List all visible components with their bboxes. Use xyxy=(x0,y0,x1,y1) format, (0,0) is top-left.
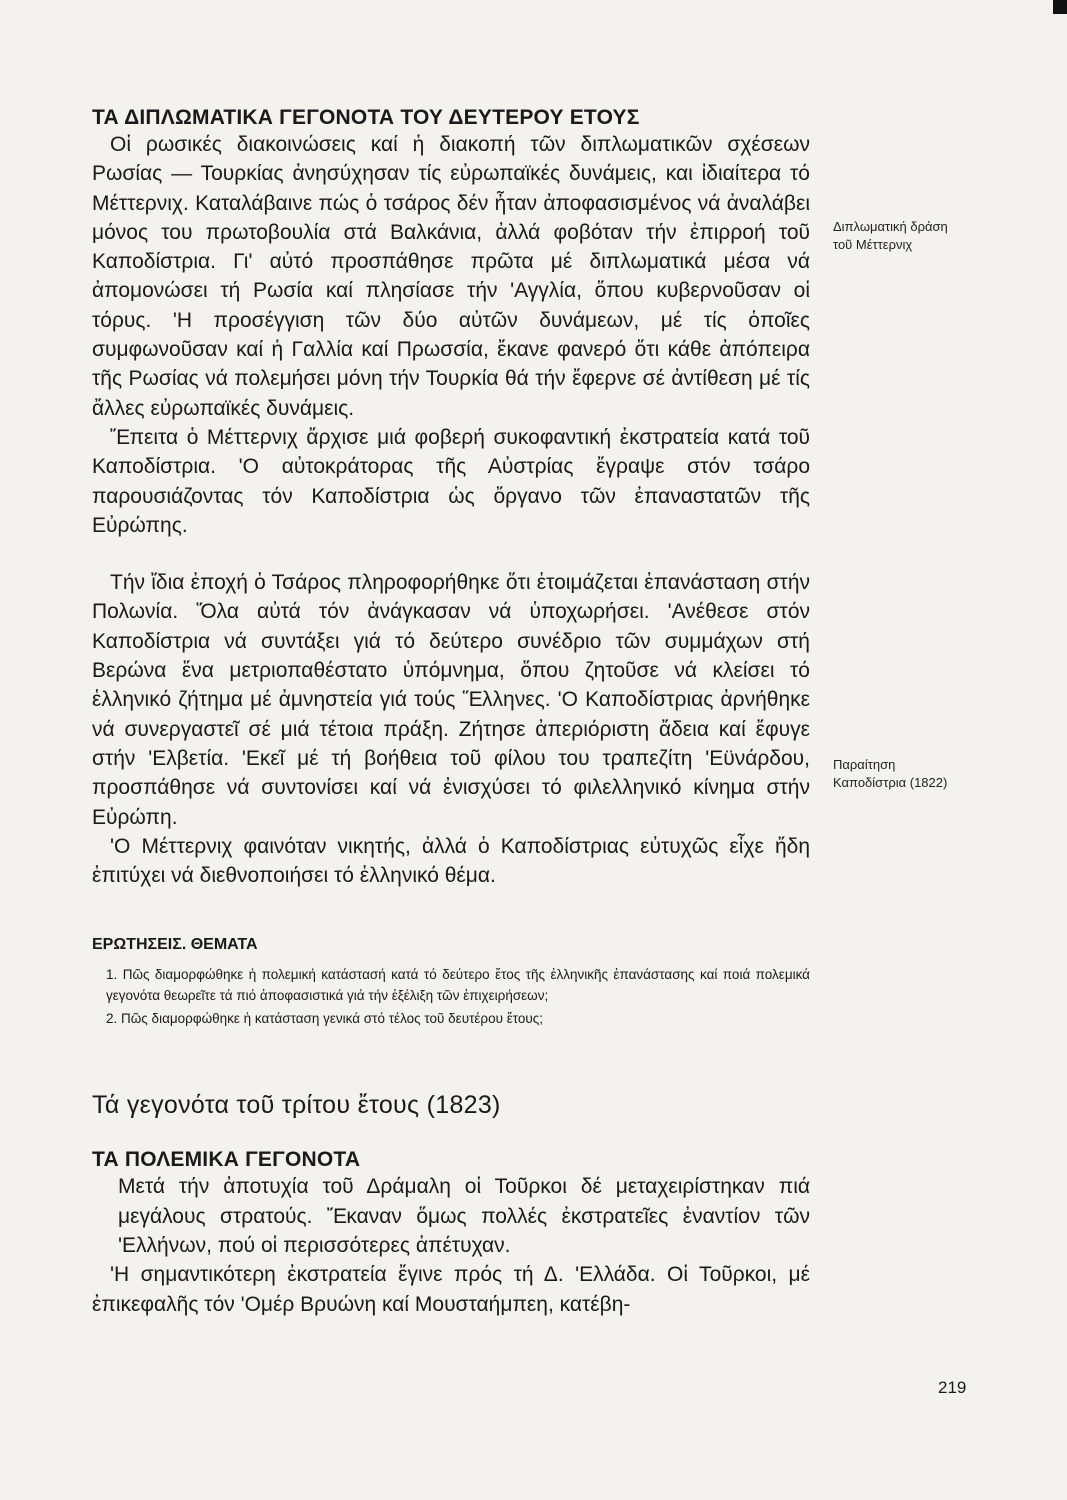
paragraph: Οἱ ρωσικές διακοινώσεις καί ἡ διακοπή τῶν διπλωματικῶν σχέσεων Ρωσίας — Τουρκίας ἀνησύχησαν τίς εὐρωπαϊκές δυνάμεις, και ἰδιαίτερα τό Μέττερνιχ. Καταλάβαινε πώς ὁ τσάρος δέν ἦταν ἀποφασισμένος νά ἀναλάβει μόνος του πρωτοβουλία στά Βαλκάνια, ἀλλά φοβόταν τήν ἐπιρροή τοῦ Καποδίστρια. Γι' αὐτό προσπάθησε πρῶτα μέ διπλωματικά μέσα νά ἀπομονώσει τή Ρωσία καί πλησίασε τήν 'Αγγλία, ὅπου κυβερνοῦσαν οἱ τόρυς. 'Η προσέγγιση τῶν δύο αὐτῶν δυνάμεων, μέ τίς ὁποῖες συμφωνοῦσαν καί ἡ Γαλλία καί Πρωσσία, ἔκανε φανερό ὅτι κάθε ἀπόπειρα τῆς Ρωσίας νά πολεμήσει μόνη τήν Τουρκία θά τήν ἔφερνε σέ ἀντίθεση μέ τίς ἄλλες εὐρωπαϊκές δυνάμεις. xyxy=(92,133,810,420)
paragraph: 'Η σημαντικότερη ἐκστρατεία ἔγινε πρός τή Δ. 'Ελλάδα. Οἱ Τοῦρκοι, μέ ἐπικεφαλῆς τόν 'Ομέρ Βρυώνη καί Μουσταήμπεη, κατέβη- xyxy=(92,1263,810,1316)
question-item: 2. Πῶς διαμορφώθηκε ἡ κατάσταση γενικά στό τέλος τοῦ δευτέρου ἔτους; xyxy=(106,1011,544,1027)
questions-heading: ΕΡΩΤΗΣΕΙΣ. ΘΕΜΑΤΑ xyxy=(92,936,258,954)
margin-note-line: Καποδίστρια (1822) xyxy=(833,775,948,790)
page-corner-mark xyxy=(1053,0,1067,14)
paragraph: Μετά τήν ἀποτυχία τοῦ Δράμαλη οἱ Τοῦρκοι δέ μεταχειρίστηκαν πιά μεγάλους στρατούς. Ἔκαναν ὅμως πολλές ἐκστρατεῖες ἐναντίον τῶν 'Ελλήνων, πού οἱ περισσότερες ἀπέτυχαν. xyxy=(118,1175,810,1258)
section-heading-diplomatic: ΤΑ ΔΙΠΛΩΜΑΤΙΚΑ ΓΕΓΟΝΟΤΑ ΤΟΥ ΔΕΥΤΕΡΟΥ ΕΤΟΥΣ xyxy=(92,106,640,129)
page-number: 219 xyxy=(938,1378,967,1397)
paragraph: 'Ο Μέττερνιχ φαινόταν νικητής, ἀλλά ὁ Καποδίστριας εὐτυχῶς εἶχε ἤδη ἐπιτύχει νά διεθνοποιήσει τό ἑλληνικό θέμα. xyxy=(92,834,810,888)
margin-note-metternich xyxy=(833,218,948,254)
question-item: 1. Πῶς διαμορφώθηκε ἡ πολεμική κατάστασή κατά τό δεύτερο ἔτος τῆς ἑλληνικῆς ἐπανάστασης καί ποιά πολεμικά γεγονότα θεωρεῖτε τά πιό ἀποφασιστικά γιά τήν ἐξέλιξη τῶν ἐπιχειρήσεων; xyxy=(106,967,810,1004)
paragraph: Τήν ἴδια ἐποχή ὁ Τσάρος πληροφορήθηκε ὅτι ἑτοιμάζεται ἐπανάσταση στήν Πολωνία. Ὅλα αὐτά τόν ἀνάγκασαν νά ὑποχωρήσει. 'Ανέθεσε στόν Καποδίστρια νά συντάξει γιά τό δεύτερο συνέδριο τῶν συμμάχων στή Βερώνα ἕνα μετριοπαθέστατο ὑπόμνημα, ὅπου ζητοῦσε νά κλείσει τό ἑλληνικό ζήτημα μέ ἀμνηστεία γιά τούς Ἕλληνες. 'Ο Καποδίστριας ἀρνήθηκε νά συνεργαστεῖ σέ μιά τέτοια πράξη. Ζήτησε ἀπεριόριστη ἄδεια καί ἔφυγε στήν 'Ελβετία. 'Εκεῖ μέ τή βοήθεια τοῦ φίλου του τραπεζίτη 'Εϋνάρδου, προσπάθησε νά συντονίσει καί νά ἐνισχύσει τό φιλελληνικό κίνημα στήν Εὐρώπη. xyxy=(92,571,810,829)
margin-note-line: Παραίτηση xyxy=(833,757,896,772)
margin-note-line: τοῦ Μέττερνιχ xyxy=(833,237,913,252)
main-text-column xyxy=(92,106,810,1319)
margin-note-line: Διπλωματική δράση xyxy=(833,219,948,234)
year-section-title: Τά γεγονότα τοῦ τρίτου ἔτους (1823) xyxy=(92,1091,501,1120)
paragraph: Ἔπειτα ὁ Μέττερνιχ ἄρχισε μιά φοβερή συκοφαντική ἐκστρατεία κατά τοῦ Καποδίστρια. 'Ο αὐτοκράτορας τῆς Αὐστρίας ἔγραψε στόν τσάρο παρουσιάζοντας τόν Καποδίστρια ὡς ὄργανο τῶν ἐπαναστατῶν τῆς Εὐρώπης. xyxy=(92,425,810,537)
section-heading-military: ΤΑ ΠΟΛΕΜΙΚΑ ΓΕΓΟΝΟΤΑ xyxy=(92,1148,361,1172)
margin-note-resignation xyxy=(833,756,947,792)
